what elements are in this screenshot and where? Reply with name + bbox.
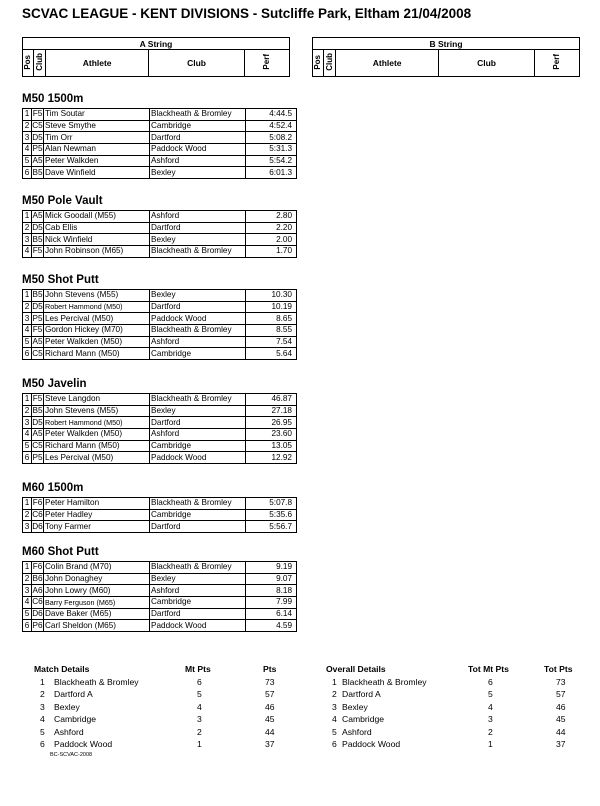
match-points: 4 [197,701,202,712]
position-cell: 2 [23,301,32,313]
club-cell: Blackheath & Bromley [150,394,246,406]
list-item [326,739,586,752]
pts-header: Pts [263,664,277,674]
rank: 3 [332,701,337,712]
position-cell: 5 [23,155,32,167]
position-cell: 6 [23,348,32,360]
club-cell: Dartford [150,222,246,234]
club-code-cell: F6 [32,498,43,508]
position-cell: 1 [23,109,32,121]
table-row [23,246,297,258]
table-row [23,440,297,452]
athlete-cell: John Robinson (M65) [44,246,150,258]
match-points: 5 [488,689,493,699]
performance-cell: 27.18 [246,405,297,417]
athlete-cell: Nick Winfield [44,234,150,246]
list-item [326,714,586,727]
position-cell: 5 [23,336,32,348]
table-row [23,585,297,597]
club-cell: Bexley [150,405,246,417]
match-points: 2 [197,726,202,737]
table-row [23,167,297,179]
athlete-cell: Dave Winfield [44,167,150,179]
pos-col-header: Pos [23,50,34,77]
athlete-cell: Gordon Hickey (M70) [44,325,150,337]
match-points: 2 [488,726,493,737]
athlete-cell: Tim Orr [44,132,150,144]
performance-cell: 5:07.8 [246,498,297,510]
athlete-cell: Tim Soutar [44,109,150,121]
performance-cell: 5.64 [246,348,297,360]
table-row [23,234,297,246]
total-points: 37 [265,739,275,749]
club-cell: Blackheath & Bromley [150,109,246,121]
position-cell: 3 [23,234,32,246]
match-points: 3 [197,714,202,724]
club-col-header: Club [439,50,534,77]
table-row [23,405,297,417]
club-cell: Blackheath & Bromley [150,246,246,258]
team-name: Ashford [342,726,372,737]
team-name: Dartford A [342,689,381,699]
position-cell: 4 [23,144,32,156]
table-row [23,120,297,132]
rank: 2 [332,689,337,699]
match-points: 1 [197,739,202,749]
club-code-cell: C6 [32,597,43,607]
team-name: Blackheath & Bromley [342,676,427,687]
performance-cell: 8.55 [246,325,297,337]
table-row [23,109,297,121]
table-row [23,562,297,574]
athlete-cell: Les Percival (M50) [44,452,150,464]
event-title: M50 Javelin [22,378,87,390]
performance-cell: 8.18 [246,585,297,597]
position-cell: 3 [23,521,32,533]
athlete-cell: Alan Newman [44,144,150,156]
athlete-cell: Richard Mann (M50) [44,348,150,360]
total-points: 57 [556,689,566,699]
table-row [23,211,297,223]
event-results-table [22,289,297,360]
athlete-cell: Robert Hammond (M50) [44,301,150,313]
club-cell: Cambridge [150,120,246,132]
club-col-header: Club [149,50,244,77]
rank: 1 [40,676,45,687]
club-code-cell: B6 [32,573,43,583]
tot-pts-header: Tot Pts [544,664,573,674]
athlete-cell: Cab Ellis [44,222,150,234]
club-code-cell: D5 [32,222,43,232]
position-cell: 2 [23,120,32,132]
club-code-cell: C5 [32,440,43,450]
mt-pts-header: Mt Pts [185,664,211,674]
footer-code: BC-SCVAC-2008 [50,752,93,758]
event-results-table [22,108,297,179]
match-points: 1 [488,739,493,749]
performance-cell: 8.65 [246,313,297,325]
team-name: Cambridge [342,714,385,724]
team-name: Dartford A [54,689,93,699]
list-item [326,702,586,715]
club-code-col-header: Club [323,50,335,77]
team-name: Blackheath & Bromley [54,676,139,687]
athlete-cell: Colin Brand (M70) [44,562,150,574]
athlete-cell: Mick Goodall (M55) [44,211,150,223]
club-code-cell: D6 [32,608,43,618]
event-title: M50 1500m [22,93,84,105]
position-cell: 2 [23,222,32,234]
club-code-cell: C5 [32,120,43,130]
table-row [23,394,297,406]
b-string-label: B String [313,38,580,50]
athlete-cell: Peter Hadley [44,509,150,521]
performance-cell: 5:31.3 [246,144,297,156]
table-row [23,155,297,167]
position-cell: 3 [23,132,32,144]
table-row [23,144,297,156]
club-cell: Dartford [150,521,246,533]
a-string-header [22,37,290,77]
a-string-label: A String [23,38,290,50]
rank: 4 [40,714,45,724]
club-cell: Paddock Wood [150,144,246,156]
club-code-cell: P6 [32,620,43,630]
performance-cell: 10.19 [246,301,297,313]
athlete-cell: Peter Walkden [44,155,150,167]
athlete-cell: John Stevens (M55) [44,405,150,417]
list-item [34,702,294,715]
position-cell: 5 [23,440,32,452]
athlete-cell: Peter Hamilton [44,498,150,510]
performance-cell: 6:01.3 [246,167,297,179]
table-row [23,429,297,441]
performance-cell: 10.30 [246,290,297,302]
athlete-cell: John Donaghey [44,573,150,585]
total-points: 46 [265,701,275,712]
b-string-header [312,37,580,77]
total-points: 45 [556,714,566,724]
performance-cell: 4:52.4 [246,120,297,132]
athlete-cell: Robert Hammond (M50) [44,417,150,429]
club-code-cell: P5 [32,452,43,462]
position-cell: 3 [23,585,32,597]
event-title: M50 Shot Putt [22,274,99,286]
total-points: 45 [265,714,275,724]
team-name: Paddock Wood [54,739,113,749]
performance-cell: 1.70 [246,246,297,258]
club-code-cell: F5 [32,394,43,404]
event-results-table [22,210,297,258]
performance-cell: 9.07 [246,573,297,585]
athlete-cell: Richard Mann (M50) [44,440,150,452]
performance-cell: 4:44.5 [246,109,297,121]
event-title: M50 Pole Vault [22,195,103,207]
performance-cell: 12.92 [246,452,297,464]
club-cell: Dartford [150,301,246,313]
athlete-cell: John Stevens (M55) [44,290,150,302]
event-title: M60 1500m [22,482,84,494]
position-cell: 1 [23,290,32,302]
performance-cell: 7.54 [246,336,297,348]
table-row [23,336,297,348]
rank: 1 [332,676,337,687]
position-cell: 2 [23,509,32,521]
athlete-col-header: Athlete [45,50,148,77]
match-points: 3 [488,714,493,724]
club-code-cell: P5 [32,313,43,323]
performance-cell: 2.80 [246,211,297,223]
team-name: Cambridge [54,714,97,724]
club-code-cell: F6 [32,562,43,572]
club-cell: Bexley [150,234,246,246]
club-cell: Paddock Wood [150,620,246,632]
table-row [23,325,297,337]
position-cell: 1 [23,394,32,406]
team-name: Bexley [342,701,368,712]
team-name: Bexley [54,701,80,712]
list-item [326,727,586,740]
total-points: 57 [265,689,275,699]
performance-cell: 6.14 [246,608,297,620]
event-results-table [22,561,297,632]
club-cell: Blackheath & Bromley [150,498,246,510]
position-cell: 4 [23,429,32,441]
table-row [23,348,297,360]
club-code-cell: F5 [32,246,43,256]
position-cell: 5 [23,608,32,620]
table-row [23,417,297,429]
table-row [23,573,297,585]
position-cell: 6 [23,167,32,179]
position-cell: 3 [23,417,32,429]
club-code-cell: B5 [32,167,43,177]
event-title: M60 Shot Putt [22,546,99,558]
club-code-cell: F5 [32,109,43,119]
list-item [326,677,586,690]
position-cell: 6 [23,452,32,464]
athlete-cell: Steve Smythe [44,120,150,132]
match-points: 6 [488,676,493,687]
club-code-col-header: Club [33,50,45,77]
total-points: 46 [556,701,566,712]
club-code-cell: D5 [32,301,43,311]
athlete-cell: John Lowry (M60) [44,585,150,597]
club-code-cell: A5 [32,155,43,165]
performance-cell: 5:54.2 [246,155,297,167]
rank: 4 [332,714,337,724]
table-row [23,132,297,144]
club-cell: Paddock Wood [150,452,246,464]
performance-cell: 5:56.7 [246,521,297,533]
athlete-cell: Barry Ferguson (M65) [44,597,150,609]
club-cell: Ashford [150,429,246,441]
position-cell: 4 [23,325,32,337]
position-cell: 1 [23,211,32,223]
club-cell: Ashford [150,585,246,597]
club-code-cell: D5 [32,132,43,142]
position-cell: 1 [23,562,32,574]
club-cell: Ashford [150,336,246,348]
table-row [23,597,297,609]
club-code-cell: A5 [32,336,43,346]
club-cell: Bexley [150,573,246,585]
position-cell: 1 [23,498,32,510]
athlete-cell: Peter Walkden (M50) [44,336,150,348]
performance-cell: 9.19 [246,562,297,574]
position-cell: 4 [23,597,32,609]
overall-details-title: Overall Details [326,664,386,674]
table-row [23,222,297,234]
list-item [34,689,294,702]
performance-cell: 7.99 [246,597,297,609]
athlete-cell: Peter Walkden (M50) [44,429,150,441]
table-row [23,313,297,325]
table-row [23,521,297,533]
match-points: 6 [197,676,202,687]
performance-cell: 13.05 [246,440,297,452]
event-results-table [22,497,297,533]
perf-col-header: Perf [244,50,289,77]
position-cell: 3 [23,313,32,325]
club-cell: Cambridge [150,348,246,360]
club-cell: Cambridge [150,597,246,609]
club-code-cell: B5 [32,290,43,300]
list-item [326,689,586,702]
performance-cell: 46.87 [246,394,297,406]
club-code-cell: A6 [32,585,43,595]
club-code-cell: B5 [32,405,43,415]
overall-details [326,664,586,749]
position-cell: 2 [23,405,32,417]
athlete-cell: Carl Sheldon (M65) [44,620,150,632]
rank: 5 [40,726,45,737]
performance-cell: 5:35.6 [246,509,297,521]
club-code-cell: P5 [32,144,43,154]
list-item [34,677,294,690]
club-cell: Paddock Wood [150,313,246,325]
club-code-cell: B5 [32,234,43,244]
event-results-table [22,393,297,464]
club-code-cell: A5 [32,429,43,439]
position-cell: 2 [23,573,32,585]
total-points: 73 [265,676,275,687]
rank: 6 [332,739,337,749]
table-row [23,608,297,620]
tot-mt-pts-header: Tot Mt Pts [468,664,509,674]
athlete-col-header: Athlete [335,50,438,77]
rank: 2 [40,689,45,699]
total-points: 37 [556,739,566,749]
club-cell: Blackheath & Bromley [150,325,246,337]
athlete-cell: Steve Langdon [44,394,150,406]
total-points: 44 [265,726,275,737]
club-code-cell: D6 [32,521,43,531]
table-row [23,620,297,632]
performance-cell: 4.59 [246,620,297,632]
athlete-cell: Dave Baker (M65) [44,608,150,620]
match-points: 4 [488,701,493,712]
page-title: SCVAC LEAGUE - KENT DIVISIONS - Sutcliffe Park, Eltham 21/04/2008 [22,6,472,21]
table-row [23,452,297,464]
performance-cell: 26.95 [246,417,297,429]
rank: 3 [40,701,45,712]
table-row [23,301,297,313]
club-code-cell: D5 [32,417,43,427]
club-cell: Cambridge [150,440,246,452]
club-code-cell: A5 [32,211,43,221]
team-name: Ashford [54,726,84,737]
team-name: Paddock Wood [342,739,401,749]
performance-cell: 5:08.2 [246,132,297,144]
performance-cell: 23.60 [246,429,297,441]
performance-cell: 2.00 [246,234,297,246]
club-cell: Blackheath & Bromley [150,562,246,574]
position-cell: 6 [23,620,32,632]
perf-col-header: Perf [534,50,579,77]
club-cell: Dartford [150,608,246,620]
list-item [34,727,294,740]
list-item [34,714,294,727]
total-points: 73 [556,676,566,687]
club-code-cell: F5 [32,325,43,335]
total-points: 44 [556,726,566,737]
match-details [34,664,294,749]
pos-col-header: Pos [313,50,324,77]
match-points: 5 [197,689,202,699]
position-cell: 4 [23,246,32,258]
athlete-cell: Tony Farmer [44,521,150,533]
club-code-cell: C5 [32,348,43,358]
table-row [23,290,297,302]
match-details-title: Match Details [34,664,90,674]
club-cell: Bexley [150,167,246,179]
performance-cell: 2.20 [246,222,297,234]
club-cell: Dartford [150,417,246,429]
club-code-cell: C6 [32,509,43,519]
list-item [34,739,294,752]
athlete-cell: Les Percival (M50) [44,313,150,325]
club-cell: Ashford [150,211,246,223]
table-row [23,509,297,521]
rank: 6 [40,739,45,749]
table-row [23,498,297,510]
club-cell: Cambridge [150,509,246,521]
rank: 5 [332,726,337,737]
club-cell: Dartford [150,132,246,144]
club-cell: Ashford [150,155,246,167]
club-cell: Bexley [150,290,246,302]
